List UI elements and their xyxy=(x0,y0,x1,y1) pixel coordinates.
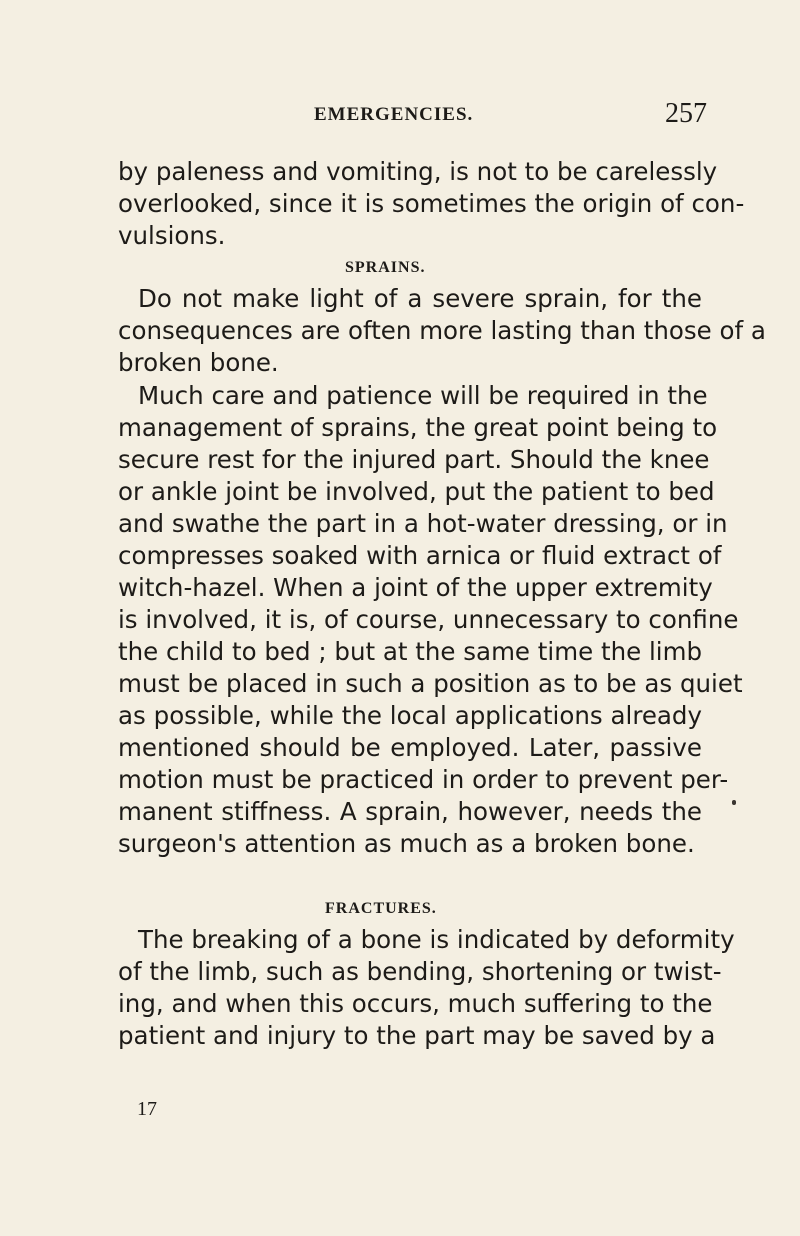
text-line: witch-hazel. When a joint of the upper extremity xyxy=(118,573,713,602)
text-line: must be placed in such a position as to be as quiet xyxy=(118,669,743,698)
text-line: The breaking of a bone is indicated by deformity xyxy=(138,925,735,954)
text-line: motion must be practiced in order to prevent per- xyxy=(118,765,729,794)
text-line: and swathe the part in a hot-water dressing, or in xyxy=(118,509,728,538)
text-line: mentioned should be employed. Later, passive xyxy=(118,733,702,762)
text-line: overlooked, since it is sometimes the origin of con- xyxy=(118,189,745,218)
page-number: 257 xyxy=(665,98,707,129)
text-line: of the limb, such as bending, shortening or twist- xyxy=(118,957,722,986)
section-heading-sprains: SPRAINS. xyxy=(345,259,426,276)
text-line: surgeon's attention as much as a broken bone. xyxy=(118,829,695,858)
text-line: management of sprains, the great point being to xyxy=(118,413,718,442)
ink-speck xyxy=(732,800,736,805)
text-line: manent stiffness. A sprain, however, needs the xyxy=(118,797,702,826)
text-line: by paleness and vomiting, is not to be carelessly xyxy=(118,157,718,186)
section-heading-fractures: FRACTURES. xyxy=(325,900,437,917)
text-line: consequences are often more lasting than those of a xyxy=(118,316,766,345)
running-title: EMERGENCIES. xyxy=(314,104,474,125)
text-line: vulsions. xyxy=(118,221,226,250)
text-line: secure rest for the injured part. Should the knee xyxy=(118,445,710,474)
text-line: the child to bed ; but at the same time the limb xyxy=(118,637,702,666)
text-line: or ankle joint be involved, put the patient to bed xyxy=(118,477,715,506)
text-line: ing, and when this occurs, much suffering to the xyxy=(118,989,713,1018)
text-line: is involved, it is, of course, unnecessary to confine xyxy=(118,605,739,634)
text-line: compresses soaked with arnica or fluid extract of xyxy=(118,541,722,570)
text-line: broken bone. xyxy=(118,348,279,377)
text-line: patient and injury to the part may be saved by a xyxy=(118,1021,716,1050)
text-line: Do not make light of a severe sprain, for the xyxy=(138,284,702,313)
text-line: as possible, while the local applications already xyxy=(118,701,702,730)
text-line: Much care and patience will be required in the xyxy=(138,381,708,410)
signature-mark: 17 xyxy=(137,1098,157,1120)
